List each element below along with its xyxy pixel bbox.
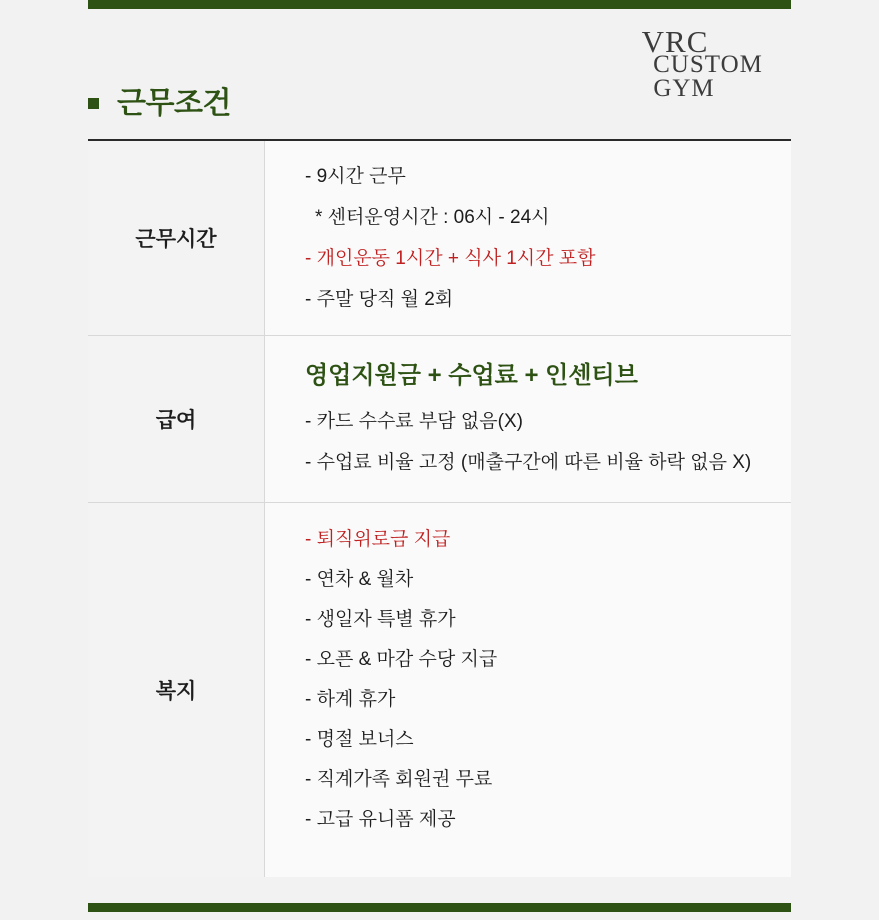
list-item: - 직계가족 회원권 무료	[305, 769, 493, 790]
list-item: - 생일자 특별 휴가	[305, 609, 456, 630]
list-item: - 9시간 근무	[305, 166, 406, 187]
list-item: - 하계 휴가	[305, 689, 396, 710]
brand-logo	[611, 26, 791, 102]
list-item: - 개인운동 1시간 + 식사 1시간 포함	[305, 248, 596, 269]
list-item: - 명절 보너스	[305, 729, 414, 750]
list-item: - 고급 유니폼 제공	[305, 809, 456, 830]
row-content	[265, 141, 792, 336]
page-title-label: 근무조건	[117, 87, 231, 120]
bottom-accent-bar	[88, 903, 791, 912]
list-item: - 주말 당직 월 2회	[305, 289, 454, 310]
list-item: - 연차 & 월차	[305, 569, 414, 590]
list-item: * 센터운영시간 : 06시 - 24시	[315, 207, 550, 228]
row-label: 근무시간	[88, 141, 265, 336]
row-label: 복지	[88, 503, 265, 878]
row-label: 급여	[88, 336, 265, 503]
square-bullet-icon	[88, 98, 99, 109]
logo-line-3: GYM	[653, 74, 715, 102]
work-conditions-table	[88, 141, 791, 877]
list-item: - 수업료 비율 고정 (매출구간에 따른 비율 하락 없음 X)	[305, 452, 752, 473]
list-item: - 퇴직위로금 지급	[305, 529, 451, 550]
logo-line-2: CUSTOM	[653, 50, 763, 78]
highlight-text: 영업지원금 + 수업료 + 인센티브	[305, 362, 638, 389]
row-content	[265, 336, 792, 503]
list-item: - 오픈 & 마감 수당 지급	[305, 649, 498, 670]
page-title	[88, 78, 231, 122]
table-row	[88, 503, 791, 878]
list-item: - 카드 수수료 부담 없음(X)	[305, 411, 523, 432]
top-accent-bar	[88, 0, 791, 9]
row-content	[265, 503, 792, 878]
table-row	[88, 336, 791, 503]
logo-line-1: VRC	[641, 24, 709, 59]
table-row	[88, 141, 791, 336]
